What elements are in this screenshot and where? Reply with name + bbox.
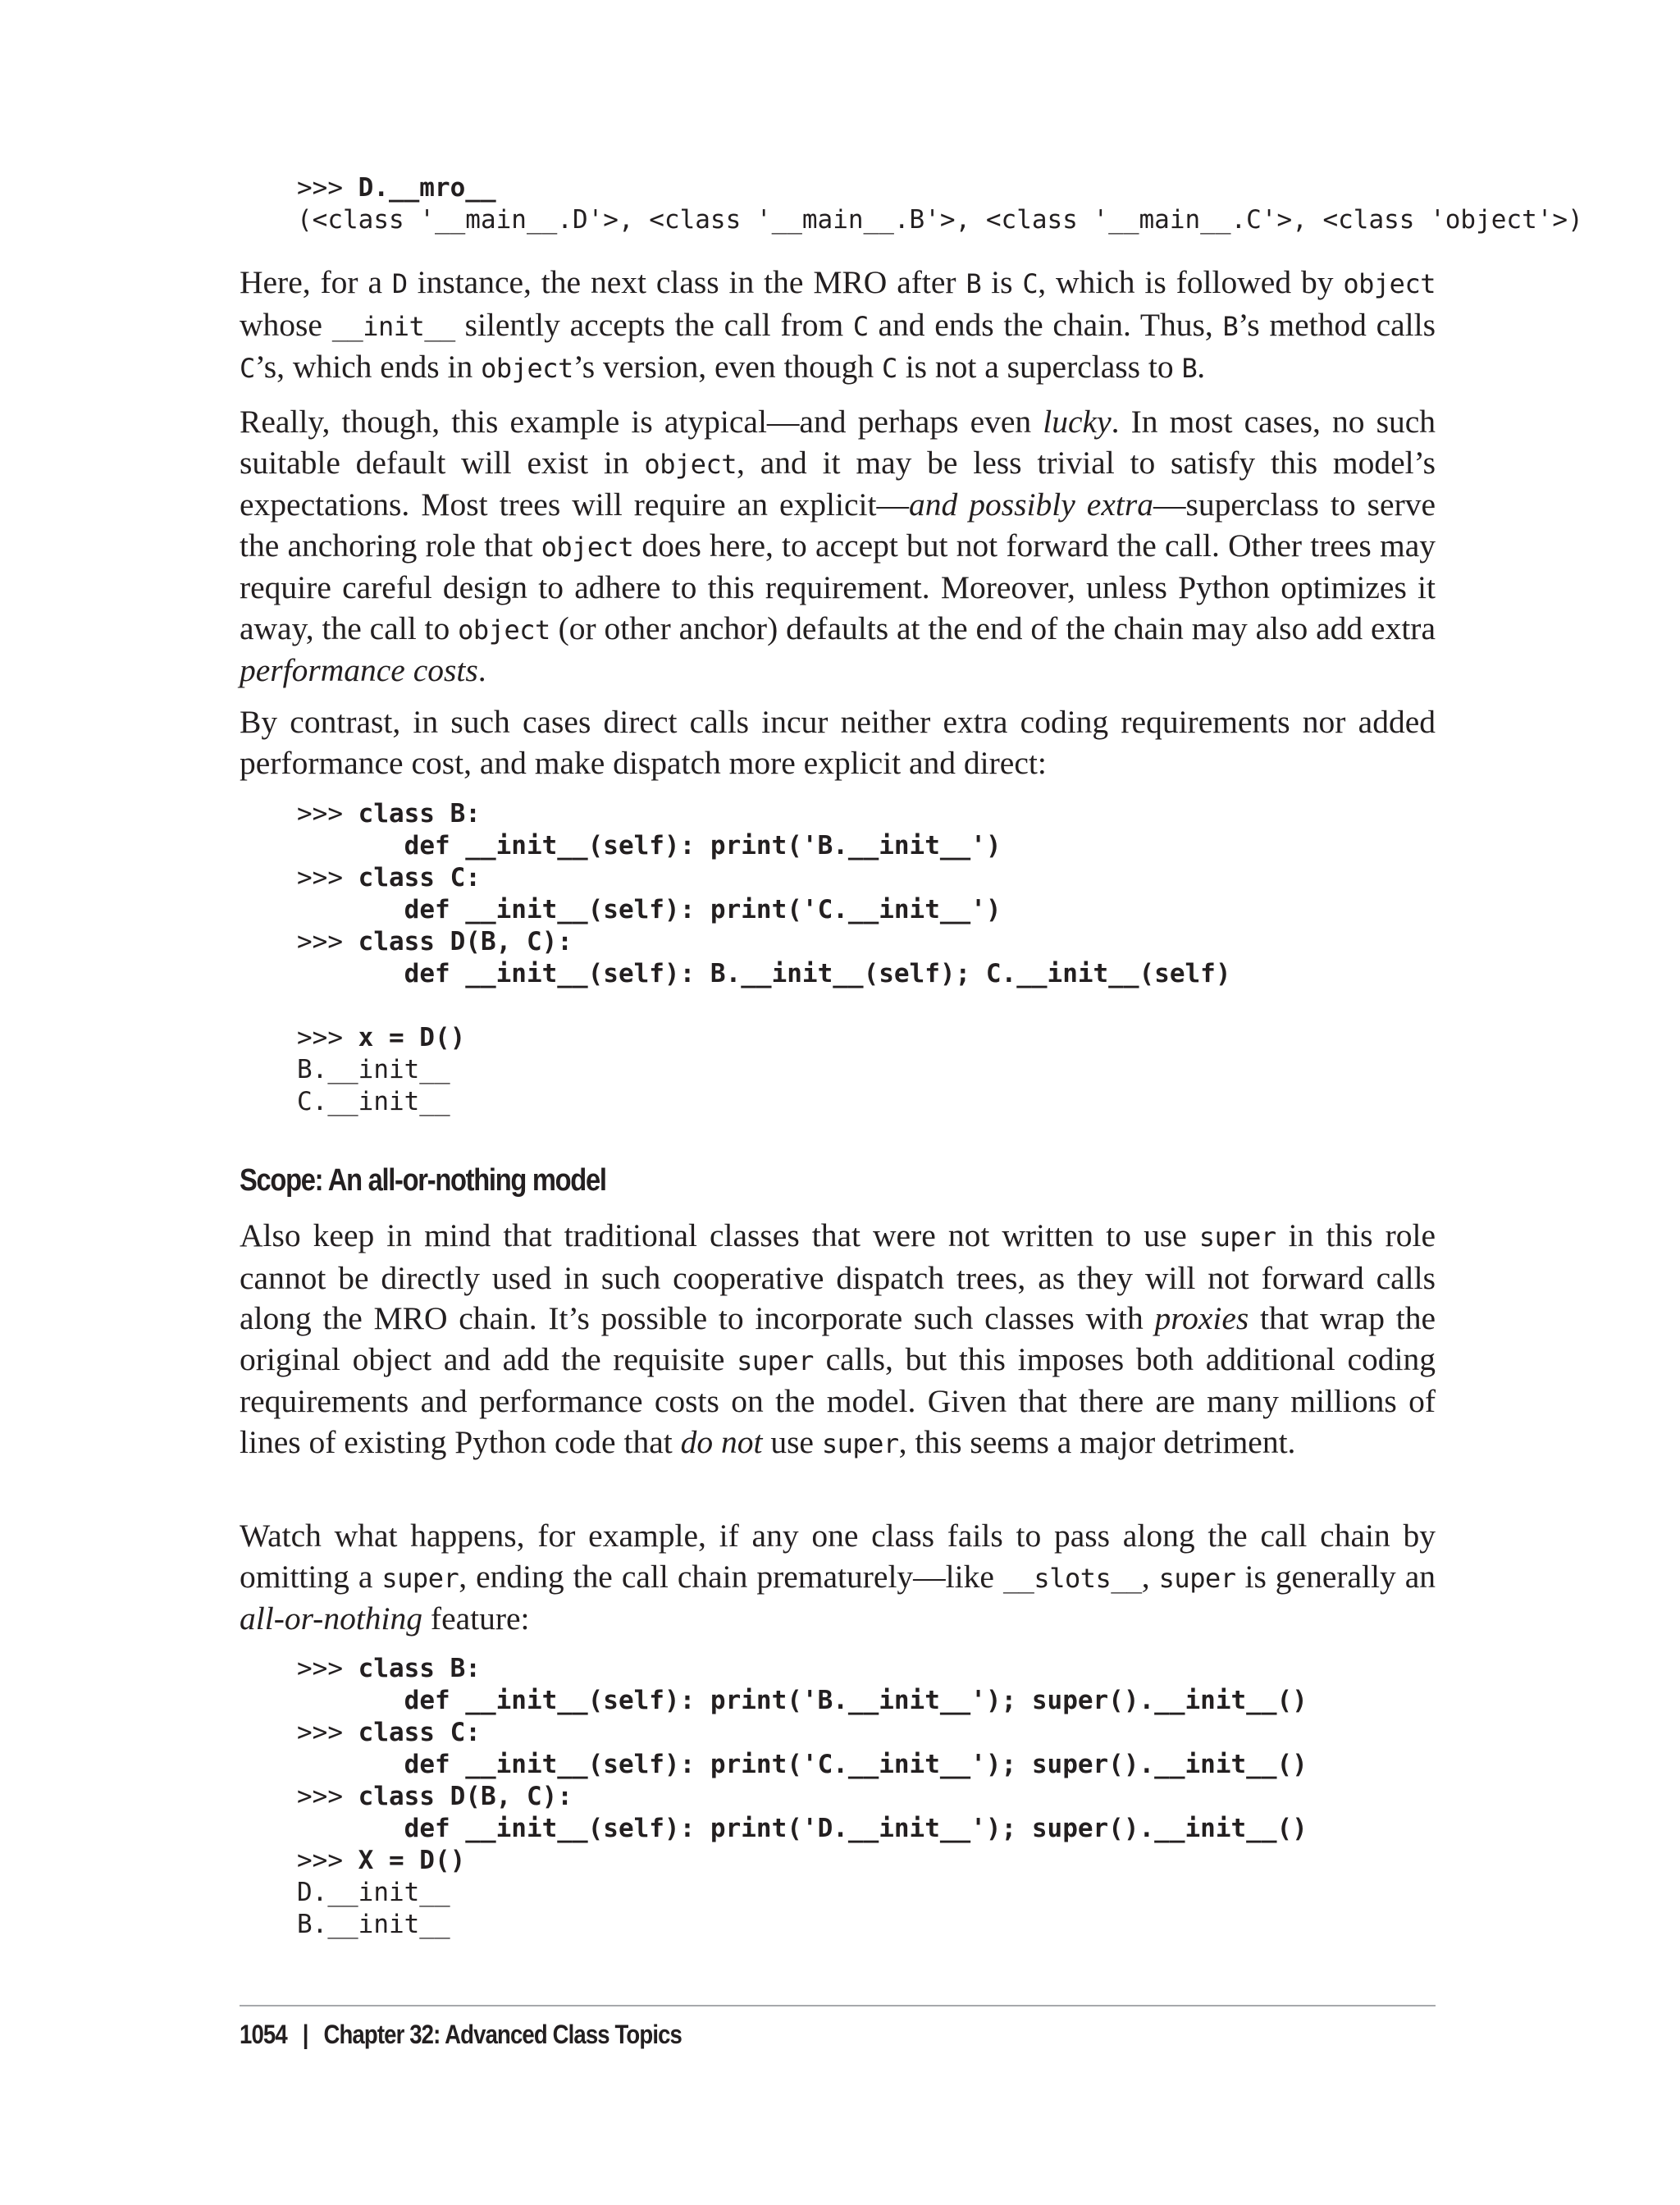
inline-code: super xyxy=(737,1344,814,1376)
code-output-line: (<class '__main__.D'>, <class '__main__.B'>, <class '__main__.C'>, <class 'object'>) xyxy=(297,205,1583,235)
section-heading: Scope: An all-or-nothing model xyxy=(240,1163,606,1198)
inline-code: super xyxy=(381,1562,459,1594)
paragraph-scope: Also keep in mind that traditional classes that were not written to use super in this role cannot be directly used in such cooperative dispatch trees, as they will not forward calls along the MRO chain. It’s possible to incorporate such classes with proxies that wrap the original object and add the requisite super calls, but this imposes both additional coding requirements and performance costs on the model. Given that there are many millions of lines of existing Python code that do not use super, this seems a major detriment. xyxy=(240,1217,1436,1460)
inline-code: super xyxy=(1158,1562,1236,1594)
code-block-super-chain: >>> class B: def __init__(self): print('B.__init__'); super().__init__() >>> class C: def __init__(self): print('C.__init__'); super().__init__() >>> class D(B, C): def __init__(self): print('D.__init__'); super().__init__() >>> X = D() D.__init__ B.__init__ xyxy=(297,1654,1308,1939)
inline-code: B xyxy=(1181,353,1198,384)
code-block-mro xyxy=(297,172,1583,236)
footer-separator: | xyxy=(302,2020,308,2049)
inline-code: D xyxy=(391,268,408,299)
inline-code: object xyxy=(1343,268,1436,299)
inline-code: __init__ xyxy=(331,310,455,342)
paragraph-atypical-example: Really, though, this example is atypical—and perhaps even lucky. In most cases, no such suitable default will exist in object, and it may be less trivial to satisfy this model’s expectations. Most trees will require an explicit—and possibly extra—superclass to serve the anchoring role that object does here, to accept but not forward the call. Other trees may require careful design to adhere to this requirement. Moreover, unless Python optimizes it away, the call to object (or other anchor) defaults at the end of the chain may also add extra performance costs. xyxy=(240,404,1436,688)
paragraph-watch-what-happens: Watch what happens, for example, if any one class fails to pass along the call chain by omitting a super, ending the call chain prematurely—like __slots__, super is generally an all-or-nothing feature: xyxy=(240,1518,1436,1637)
paragraph-mro-explanation: Here, for a D instance, the next class in the MRO after B is C, which is followed by object whose __init__ silently accepts the call from C and ends the chain. Thus, B’s method calls C’s, which ends in object’s version, even though C is not a superclass to B. xyxy=(240,264,1436,385)
page-footer xyxy=(240,2020,682,2050)
code-line: D.__mro__ xyxy=(358,173,496,203)
inline-code: C xyxy=(240,353,255,384)
footer-divider xyxy=(240,2005,1436,2006)
code-prompt: >>> xyxy=(297,173,358,203)
inline-code: object xyxy=(644,448,737,480)
inline-code: C xyxy=(852,310,869,342)
inline-code: object xyxy=(541,531,634,563)
inline-code: C xyxy=(882,353,897,384)
inline-code: B xyxy=(966,268,982,299)
inline-code: super xyxy=(1198,1221,1276,1253)
inline-code: B xyxy=(1222,310,1239,342)
chapter-title: Chapter 32: Advanced Class Topics xyxy=(323,2020,682,2049)
page-number: 1054 xyxy=(240,2020,287,2049)
paragraph-direct-calls: By contrast, in such cases direct calls incur neither extra coding requirements nor added performance cost, and make dispatch more explicit and direct: xyxy=(240,704,1436,781)
inline-code: __slots__ xyxy=(1002,1562,1142,1594)
inline-code: super xyxy=(821,1427,899,1459)
code-block-direct-calls: >>> class B: def __init__(self): print('B.__init__') >>> class C: def __init__(self): print('C.__init__') >>> class D(B, C): def __init__(self): B.__init__(self); C.__init__(self) >>> x = D() B.__init__ C.__init__ xyxy=(297,799,1231,1116)
inline-code: object xyxy=(458,614,550,646)
inline-code: object xyxy=(481,353,573,384)
inline-code: C xyxy=(1022,268,1039,299)
